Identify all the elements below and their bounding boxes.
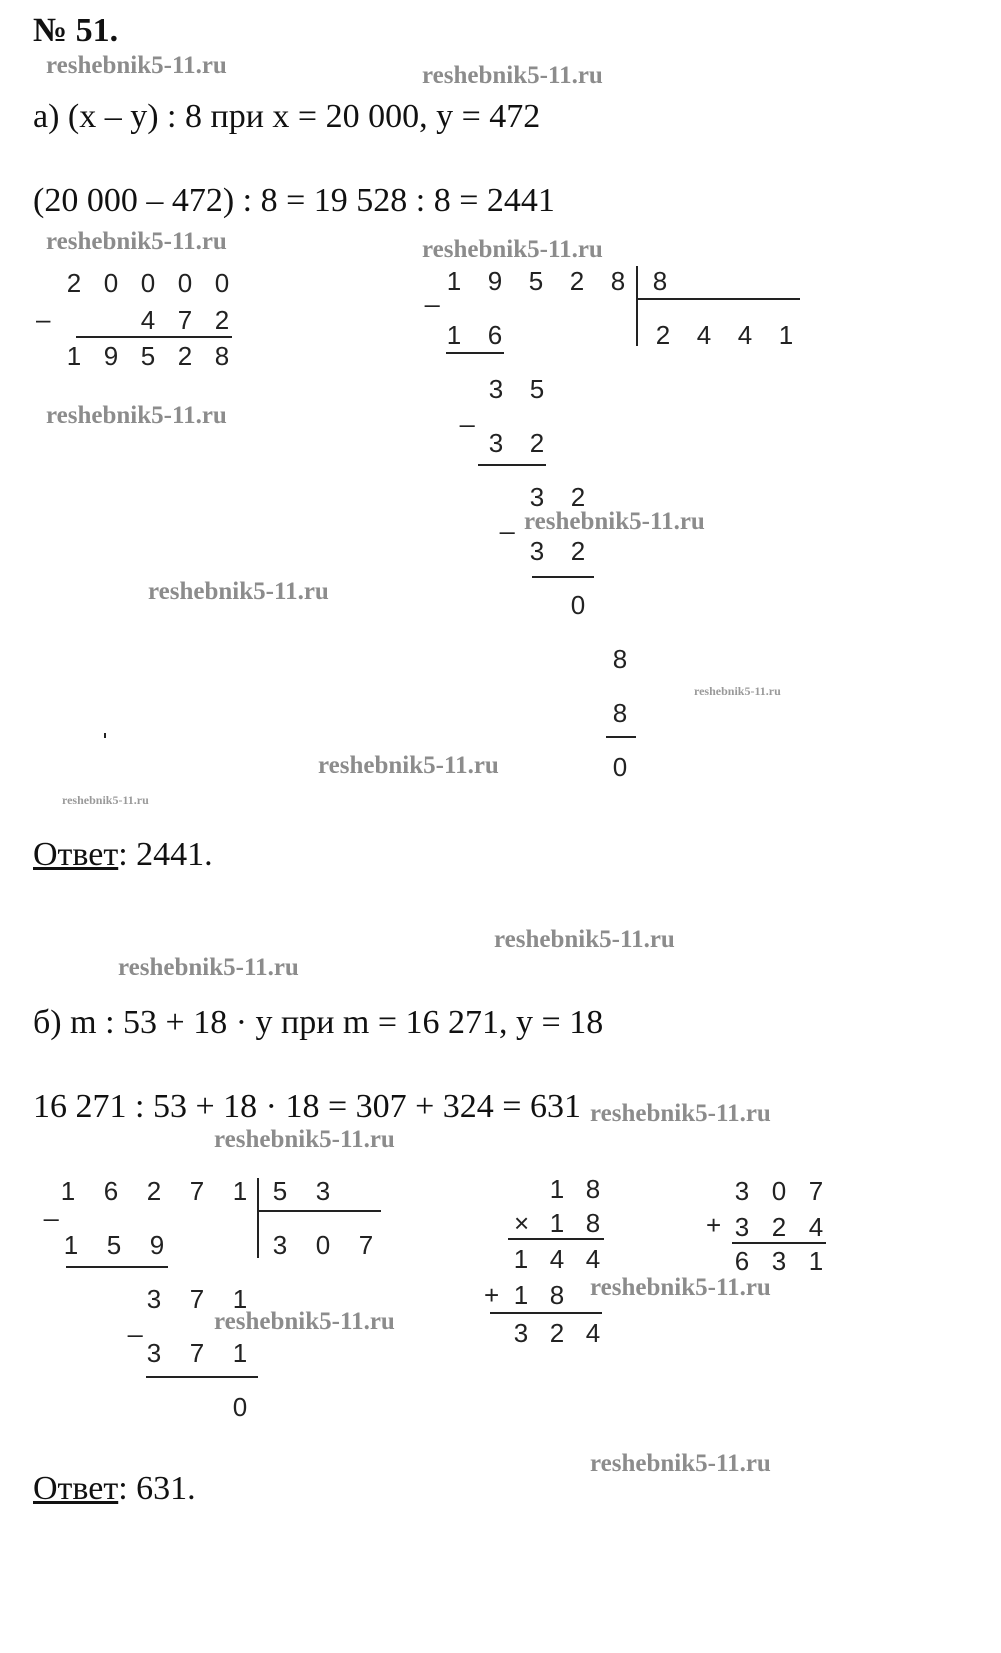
step-line: [478, 464, 546, 466]
part-a-statement: а) (x – y) : 8 при x = 20 000, y = 472: [33, 98, 541, 135]
step-digit: 3: [529, 536, 545, 566]
step-digit: 3: [529, 482, 545, 512]
digit: 4: [549, 1244, 565, 1274]
dividend-digit: 1: [446, 266, 462, 296]
digit: 0: [140, 268, 156, 298]
digit: 8: [214, 341, 230, 371]
step-digit: 8: [612, 644, 628, 674]
watermark: reshebnik5-11.ru: [118, 954, 299, 981]
step-digit: 3: [488, 428, 504, 458]
digit: 2: [177, 341, 193, 371]
step-line: [146, 1376, 258, 1378]
digit: 1: [808, 1246, 824, 1276]
watermark: reshebnik5-11.ru: [46, 228, 227, 255]
step-digit: 2: [529, 428, 545, 458]
dividend-digit: 8: [610, 266, 626, 296]
watermark: reshebnik5-11.ru: [46, 52, 227, 79]
digit: 2: [549, 1318, 565, 1348]
watermark: reshebnik5-11.ru: [46, 402, 227, 429]
digit: 0: [214, 268, 230, 298]
digit: 3: [513, 1318, 529, 1348]
digit: 3: [771, 1246, 787, 1276]
division-bar: [636, 266, 638, 346]
part-b-statement: б) m : 53 + 18 · y при m = 16 271, y = 18: [33, 1004, 604, 1041]
product-line: [490, 1312, 602, 1314]
quotient-digit: 7: [358, 1230, 374, 1260]
divisor-digit: 5: [272, 1176, 288, 1206]
sum-line: [732, 1242, 826, 1244]
minus-sign: _: [425, 278, 440, 308]
subtraction-line: [76, 336, 232, 338]
digit: 7: [808, 1176, 824, 1206]
digit: 5: [140, 341, 156, 371]
step-line: [606, 736, 636, 738]
watermark: reshebnik5-11.ru: [214, 1126, 395, 1153]
minus-sign: _: [460, 398, 475, 428]
watermark: reshebnik5-11.ru: [422, 236, 603, 263]
watermark: reshebnik5-11.ru: [590, 1274, 771, 1301]
step-line: [446, 352, 504, 354]
digit: 3: [734, 1176, 750, 1206]
digit: 3: [734, 1212, 750, 1242]
step-digit: 3: [146, 1338, 162, 1368]
step-digit: 3: [146, 1284, 162, 1314]
watermark: reshebnik5-11.ru: [590, 1450, 771, 1477]
digit: 2: [771, 1212, 787, 1242]
step-digit: 7: [189, 1284, 205, 1314]
quotient-digit: 2: [655, 320, 671, 350]
division-quotient-line: [636, 298, 800, 300]
digit: 2: [66, 268, 82, 298]
step-digit: 8: [612, 698, 628, 728]
digit: 7: [177, 305, 193, 335]
minus-sign: _: [44, 1192, 59, 1222]
dividend-digit: 2: [569, 266, 585, 296]
digit: 4: [140, 305, 156, 335]
step-line: [532, 576, 594, 578]
digit: 1: [549, 1174, 565, 1204]
divisor-digit: 8: [652, 266, 668, 296]
step-digit: 5: [106, 1230, 122, 1260]
dividend-digit: 9: [487, 266, 503, 296]
watermark: reshebnik5-11.ru: [422, 62, 603, 89]
answer-value: : 2441.: [118, 836, 213, 873]
watermark: reshebnik5-11.ru: [524, 508, 705, 535]
step-digit: 6: [487, 320, 503, 350]
step-digit: 2: [570, 536, 586, 566]
watermark: reshebnik5-11.ru: [214, 1308, 395, 1335]
answer-a: [33, 836, 213, 874]
digit: 1: [513, 1244, 529, 1274]
dividend-digit: 1: [232, 1176, 248, 1206]
step-line: [66, 1266, 168, 1268]
quotient-digit: 4: [737, 320, 753, 350]
answer-label: Ответ: [33, 836, 119, 873]
digit: 8: [549, 1280, 565, 1310]
step-digit: 2: [570, 482, 586, 512]
digit: 0: [103, 268, 119, 298]
quotient-digit: 1: [778, 320, 794, 350]
step-digit: 7: [189, 1338, 205, 1368]
quotient-digit: 3: [272, 1230, 288, 1260]
step-digit: 3: [488, 374, 504, 404]
step-digit: 0: [570, 590, 586, 620]
plus-sign: +: [706, 1210, 722, 1240]
step-digit: 1: [232, 1284, 248, 1314]
division-quotient-line: [257, 1210, 381, 1212]
plus-sign: +: [484, 1280, 500, 1310]
step-digit: 9: [149, 1230, 165, 1260]
dividend-digit: 5: [528, 266, 544, 296]
digit: 6: [734, 1246, 750, 1276]
step-digit: 5: [529, 374, 545, 404]
problem-number: № 51.: [33, 12, 119, 49]
times-sign: ×: [514, 1208, 530, 1238]
digit: 4: [585, 1318, 601, 1348]
division-bar: [257, 1178, 259, 1258]
divisor-digit: 3: [315, 1176, 331, 1206]
answer-label: Ответ: [33, 1470, 119, 1507]
minus-sign: _: [128, 1308, 143, 1338]
step-digit: 1: [446, 320, 462, 350]
digit: 1: [549, 1208, 565, 1238]
watermark: reshebnik5-11.ru: [148, 578, 329, 605]
watermark: reshebnik5-11.ru: [694, 684, 781, 698]
step-digit: 0: [612, 752, 628, 782]
step-digit: 0: [232, 1392, 248, 1422]
part-a-calculation: (20 000 – 472) : 8 = 19 528 : 8 = 2441: [33, 182, 555, 219]
step-digit: 1: [63, 1230, 79, 1260]
step-digit: 1: [232, 1338, 248, 1368]
digit: 2: [214, 305, 230, 335]
minus-sign: –: [36, 304, 51, 334]
quotient-digit: 4: [696, 320, 712, 350]
digit: 1: [513, 1280, 529, 1310]
minus-sign: _: [500, 505, 515, 535]
dividend-digit: 1: [60, 1176, 76, 1206]
digit: 0: [177, 268, 193, 298]
digit: 1: [66, 341, 82, 371]
part-b-calculation: 16 271 : 53 + 18 · 18 = 307 + 324 = 631: [33, 1088, 581, 1125]
product-line: [508, 1238, 604, 1240]
dividend-digit: 7: [189, 1176, 205, 1206]
digit: 9: [103, 341, 119, 371]
digit: 0: [771, 1176, 787, 1206]
watermark: reshebnik5-11.ru: [318, 752, 499, 779]
watermark: reshebnik5-11.ru: [62, 793, 149, 807]
dividend-digit: 2: [146, 1176, 162, 1206]
digit: 8: [585, 1208, 601, 1238]
digit: 8: [585, 1174, 601, 1204]
watermark: reshebnik5-11.ru: [590, 1100, 771, 1127]
dividend-digit: 6: [103, 1176, 119, 1206]
answer-b: [33, 1470, 196, 1508]
quotient-digit: 0: [315, 1230, 331, 1260]
watermark: reshebnik5-11.ru: [494, 926, 675, 953]
digit: 4: [808, 1212, 824, 1242]
answer-value: : 631.: [118, 1470, 196, 1507]
stray-mark: [104, 733, 106, 738]
digit: 4: [585, 1244, 601, 1274]
